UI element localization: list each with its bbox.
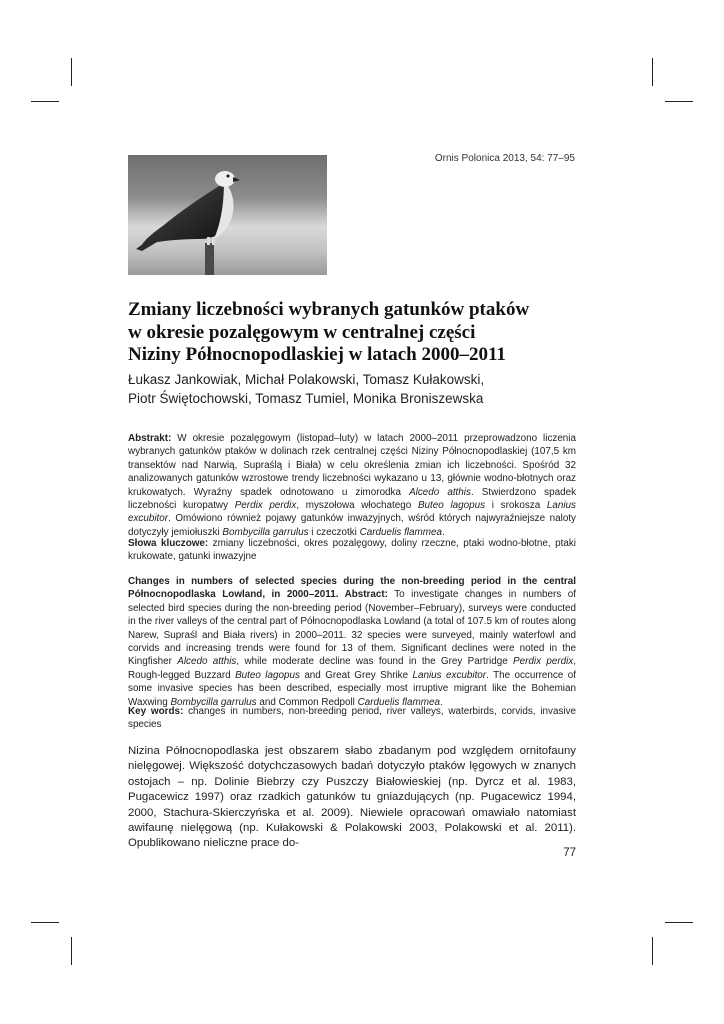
keywords-pl — [128, 537, 576, 564]
species-name: Bombycilla garrulus — [170, 696, 257, 708]
species-name: Carduelis flammea — [357, 696, 440, 708]
species-name: Perdix perdix — [234, 500, 297, 512]
crop-mark — [71, 58, 72, 86]
crop-mark — [71, 937, 72, 965]
title-line: w okresie pozalęgowym w centralnej części — [128, 321, 476, 343]
abstract-text: and Common Redpoll — [256, 696, 358, 708]
species-name: Alcedo atthis — [177, 656, 237, 668]
abstract-text: . — [441, 526, 445, 538]
title-line: Zmiany liczebności wybranych gatunków ptaków — [128, 299, 530, 320]
species-name: Lanius excubitor — [128, 500, 576, 525]
abstract-en-label: Abstract: — [338, 589, 388, 601]
abstract-text: and Great Grey Shrike — [299, 669, 413, 681]
title-line: Niziny Północnopodlaskiej w latach 2000–2011 — [128, 344, 506, 365]
abstract-text: i czeczotki — [308, 526, 360, 538]
intro-paragraph: Nizina Północnopodlaska jest obszarem słabo zbadanym pod względem ornitofauny nielęgowej. Większość dotychczasowych badań dotyczyło ptaków lęgowych w znanych ostojach – np. Dolinie Biebrzy czy Puszczy Białowieskiej (np. Dyrcz et al. 1983, Pugacewicz 1997) oraz rzadkich gatunków tu gniazdujących (np. Pugacewicz 1994, 2000, Stachura-Skierczyńska et al. 2009). Niewiele opracowań omawiało natomiast awifaunę nielęgową (np. Kułakowski & Polakowski 2003, Polakowski et al. 2011). Opublikowano nieliczne prace do- — [128, 745, 576, 850]
abstract-pl-label: Abstrakt: — [128, 433, 172, 444]
author-line: Łukasz Jankowiak, Michał Polakowski, Tomasz Kułakowski, — [128, 372, 485, 387]
abstract-text: . The occurrence of some invasive species has been described, especially most irruptive migrant like the Bohemian Waxwing — [128, 669, 576, 708]
species-name: Carduelis flammea — [359, 526, 442, 538]
abstract-en — [128, 575, 576, 709]
keywords-pl-label: Słowa kluczowe: — [128, 538, 209, 549]
journal-reference: Ornis Polonica 2013, 54: 77–95 — [434, 153, 575, 164]
abstract-pl — [128, 432, 576, 539]
abstract-text: , while moderate decline was found in the Grey Partridge — [236, 656, 514, 668]
species-name: Bombycilla garrulus — [222, 526, 309, 538]
crop-mark — [665, 922, 693, 923]
crop-mark — [31, 101, 59, 102]
crop-mark — [31, 922, 59, 923]
keywords-text: changes in numbers, non-breeding period, river valleys, waterbirds, corvids, invasive species — [128, 706, 577, 731]
species-name: Lanius excubitor — [412, 669, 487, 681]
abstract-text: To investigate changes in numbers of selected bird species during the non-breeding period (November–February), surveys were conducted in the river valleys of the central part of Północnopodlaska Lowland (a total of 107.5 km of routes along Narew, Supraśl and Biała rivers) in 2000–2011. 32 species were surveyed, mainly waterfowl and corvids and increasing trends were found for 13 of them. Significant declines were noted in the Kingfisher — [128, 589, 576, 668]
keywords-text: zmiany liczebności, okres pozalęgowy, doliny rzeczne, ptaki wodno-błotne, ptaki krukowate, gatunki inwazyjne — [128, 538, 576, 563]
author-list — [128, 370, 598, 408]
author-line: Piotr Świętochowski, Tomasz Tumiel, Monika Broniszewska — [128, 391, 484, 406]
page-number: 77 — [563, 847, 576, 859]
crop-mark — [652, 937, 653, 965]
abstract-text: , myszołowa włochatego — [296, 500, 418, 512]
abstract-text: i srokosza — [485, 500, 547, 512]
abstract-text: . Omówiono również pojawy gatunków inwazyjnych, wśród których najwyraźniejsze naloty dotyczyły jemiołuszki — [128, 513, 576, 538]
keywords-en — [128, 705, 576, 732]
abstract-text: . Stwierdzono spadek liczebności kuropatwy — [128, 486, 577, 512]
crop-mark — [652, 58, 653, 86]
species-name: Alcedo atthis — [409, 486, 471, 498]
species-name: Perdix perdix — [513, 656, 574, 668]
abstract-text: W okresie pozalęgowym (listopad–luty) w latach 2000–2011 przeprowadzono liczenia wybranych gatunków ptaków w dolinach rzek centralnej części Niziny Północnopodlaskiej (107,5 km transektów nad Narwią, Supraślą i Biała) w celu określenia zmian ich liczebności. Spośród 32 analizowanych gatunków wzrostowe trendy liczebności wykazano u 13, głównie wodno-błotnych oraz krukowatych. Wyraźny spadek odnotowano u zimorodka — [128, 433, 576, 498]
keywords-en-label: Key words: — [128, 706, 184, 717]
paper-title — [128, 299, 588, 367]
abstract-text: . — [439, 696, 443, 708]
abstract-en-title: Changes in numbers of selected species during the non-breeding period in the central Północnopodlaska Lowland, in 2000–2011. — [128, 576, 576, 601]
species-name: Buteo lagopus — [417, 500, 486, 512]
abstract-text: , Rough-legged Buzzard — [128, 656, 576, 681]
species-name: Buteo lagopus — [235, 669, 300, 681]
crop-mark — [665, 101, 693, 102]
bird-photo — [128, 155, 327, 275]
